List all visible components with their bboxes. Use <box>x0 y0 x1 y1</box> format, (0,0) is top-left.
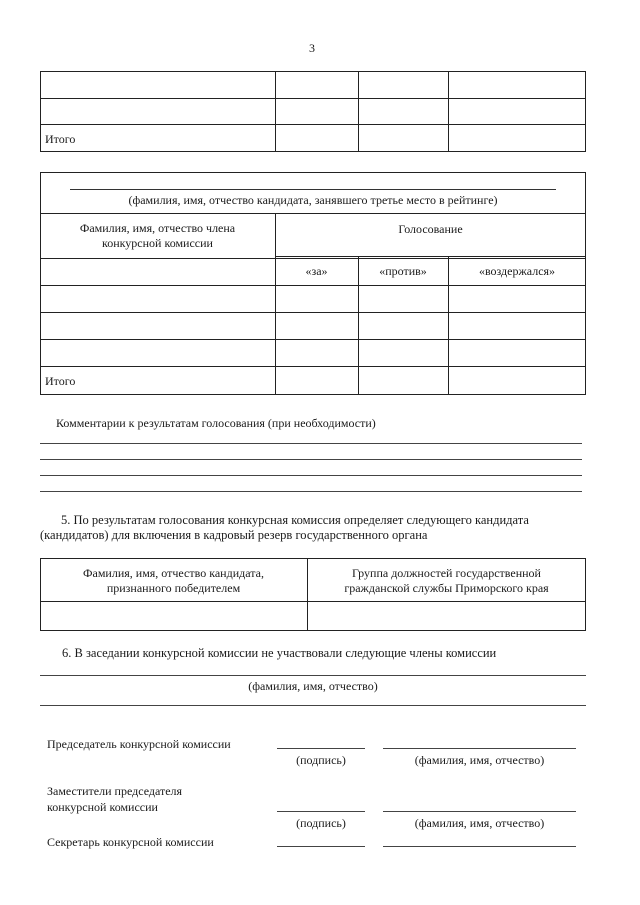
candidate-name-line <box>70 189 556 190</box>
section5-text-line1: 5. По результатам голосования конкурсная комиссия определяет следующего кандидата <box>61 513 529 527</box>
deputy-label-line1: Заместители председателя <box>47 784 183 798</box>
vote-for-header: «за» <box>305 264 328 278</box>
chairman-signature-caption: (подпись) <box>296 753 346 767</box>
winner-name-header-line2: признанного победителем <box>106 581 241 595</box>
page-number: 3 <box>309 41 315 55</box>
absent-members-line <box>40 675 586 676</box>
winner-name-header-line1: Фамилия, имя, отчество кандидата, <box>83 566 264 580</box>
section5-text-line2: (кандидатов) для включения в кадровый резерв государственного органа <box>40 528 428 542</box>
deputy-label-line2: конкурсной комиссии <box>47 800 158 814</box>
absent-members-line <box>40 705 586 706</box>
secretary-label: Секретарь конкурсной комиссии <box>47 835 214 849</box>
position-group-header-line2: гражданской службы Приморского края <box>344 581 549 595</box>
deputy-name-caption: (фамилия, имя, отчество) <box>414 816 545 830</box>
comment-line <box>40 459 582 460</box>
comment-line <box>40 443 582 444</box>
candidate-caption: (фамилия, имя, отчество кандидата, занявшего третье место в рейтинге) <box>128 193 498 207</box>
deputy-name-line <box>383 811 576 812</box>
chairman-name-line <box>383 748 576 749</box>
section6-text: 6. В заседании конкурсной комиссии не участвовали следующие члены комиссии <box>62 646 497 660</box>
vote-abstain-header: «воздержался» <box>478 264 556 278</box>
absent-members-caption: (фамилия, имя, отчество) <box>248 679 378 693</box>
voting-table-total-label: Итого <box>45 374 76 388</box>
comment-line <box>40 475 582 476</box>
secretary-name-line <box>383 846 576 847</box>
member-header-line1: Фамилия, имя, отчество члена <box>79 221 236 235</box>
position-group-header-line1: Группа должностей государственной <box>352 566 541 580</box>
deputy-signature-line <box>277 811 365 812</box>
chairman-label: Председатель конкурсной комиссии <box>47 737 231 751</box>
comments-label: Комментарии к результатам голосования (при необходимости) <box>56 416 376 430</box>
secretary-signature-line <box>277 846 365 847</box>
chairman-name-caption: (фамилия, имя, отчество) <box>414 753 545 767</box>
chairman-signature-line <box>277 748 365 749</box>
voting-header: Голосование <box>398 222 463 236</box>
comment-line <box>40 491 582 492</box>
member-header-line2: конкурсной комиссии <box>102 236 213 250</box>
vote-against-header: «против» <box>379 264 427 278</box>
deputy-signature-caption: (подпись) <box>296 816 346 830</box>
top-table-total-label: Итого <box>45 132 76 146</box>
